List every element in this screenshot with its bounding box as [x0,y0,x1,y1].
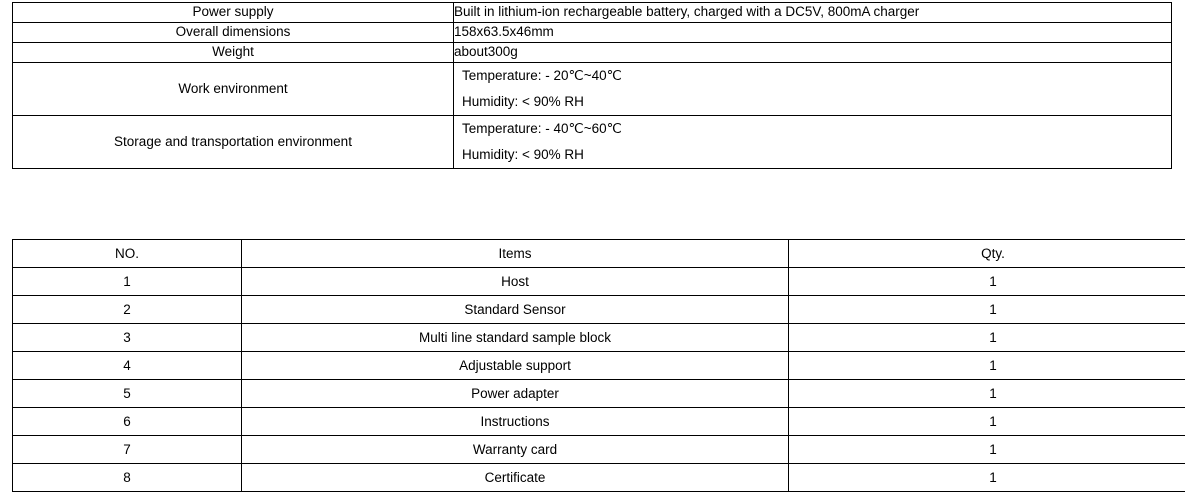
specification-table [12,2,1172,169]
packing-list-table [12,239,1185,492]
spec-value-line-temperature: Temperature: - 20℃~40℃ [462,68,622,83]
cell-qty: 1 [789,268,1185,296]
table-row [13,408,1185,436]
cell-item: Certificate [242,464,789,492]
spec-value-line-humidity: Humidity: < 90% RH [462,94,584,109]
spec-value-overall-dimensions: 158x63.5x46mm [454,23,1172,43]
cell-no: 5 [13,380,242,408]
spec-label-storage-environment: Storage and transportation environment [13,116,454,169]
cell-qty: 1 [789,380,1185,408]
cell-item: Adjustable support [242,352,789,380]
spec-label-power-supply: Power supply [13,3,454,23]
cell-no: 4 [13,352,242,380]
table-row [13,3,1172,23]
table-row [13,296,1185,324]
cell-qty: 1 [789,436,1185,464]
table-row [13,268,1185,296]
cell-qty: 1 [789,296,1185,324]
spec-value-storage-environment [454,116,1172,169]
spec-value-line-temperature: Temperature: - 40℃~60℃ [462,121,622,136]
cell-item: Power adapter [242,380,789,408]
cell-qty: 1 [789,352,1185,380]
table-row [13,352,1185,380]
table-row [13,116,1172,169]
cell-item: Standard Sensor [242,296,789,324]
cell-no: 3 [13,324,242,352]
cell-item: Host [242,268,789,296]
table-row [13,43,1172,63]
spec-value-line-humidity: Humidity: < 90% RH [462,147,584,162]
table-row [13,380,1185,408]
spec-label-overall-dimensions: Overall dimensions [13,23,454,43]
table-row [13,23,1172,43]
spec-value-weight: about300g [454,43,1172,63]
spec-label-weight: Weight [13,43,454,63]
spec-label-work-environment: Work environment [13,63,454,116]
column-header-qty: Qty. [789,240,1185,268]
table-header-row [13,240,1185,268]
table-row [13,63,1172,116]
table-row [13,436,1185,464]
spec-value-work-environment [454,63,1172,116]
cell-no: 1 [13,268,242,296]
cell-item: Multi line standard sample block [242,324,789,352]
spec-value-power-supply: Built in lithium-ion rechargeable battery, charged with a DC5V, 800mA charger [454,3,1172,23]
cell-item: Instructions [242,408,789,436]
cell-no: 7 [13,436,242,464]
column-header-items: Items [242,240,789,268]
cell-qty: 1 [789,464,1185,492]
cell-item: Warranty card [242,436,789,464]
cell-no: 6 [13,408,242,436]
cell-qty: 1 [789,324,1185,352]
cell-no: 2 [13,296,242,324]
cell-no: 8 [13,464,242,492]
table-row [13,464,1185,492]
column-header-no: NO. [13,240,242,268]
table-row [13,324,1185,352]
cell-qty: 1 [789,408,1185,436]
